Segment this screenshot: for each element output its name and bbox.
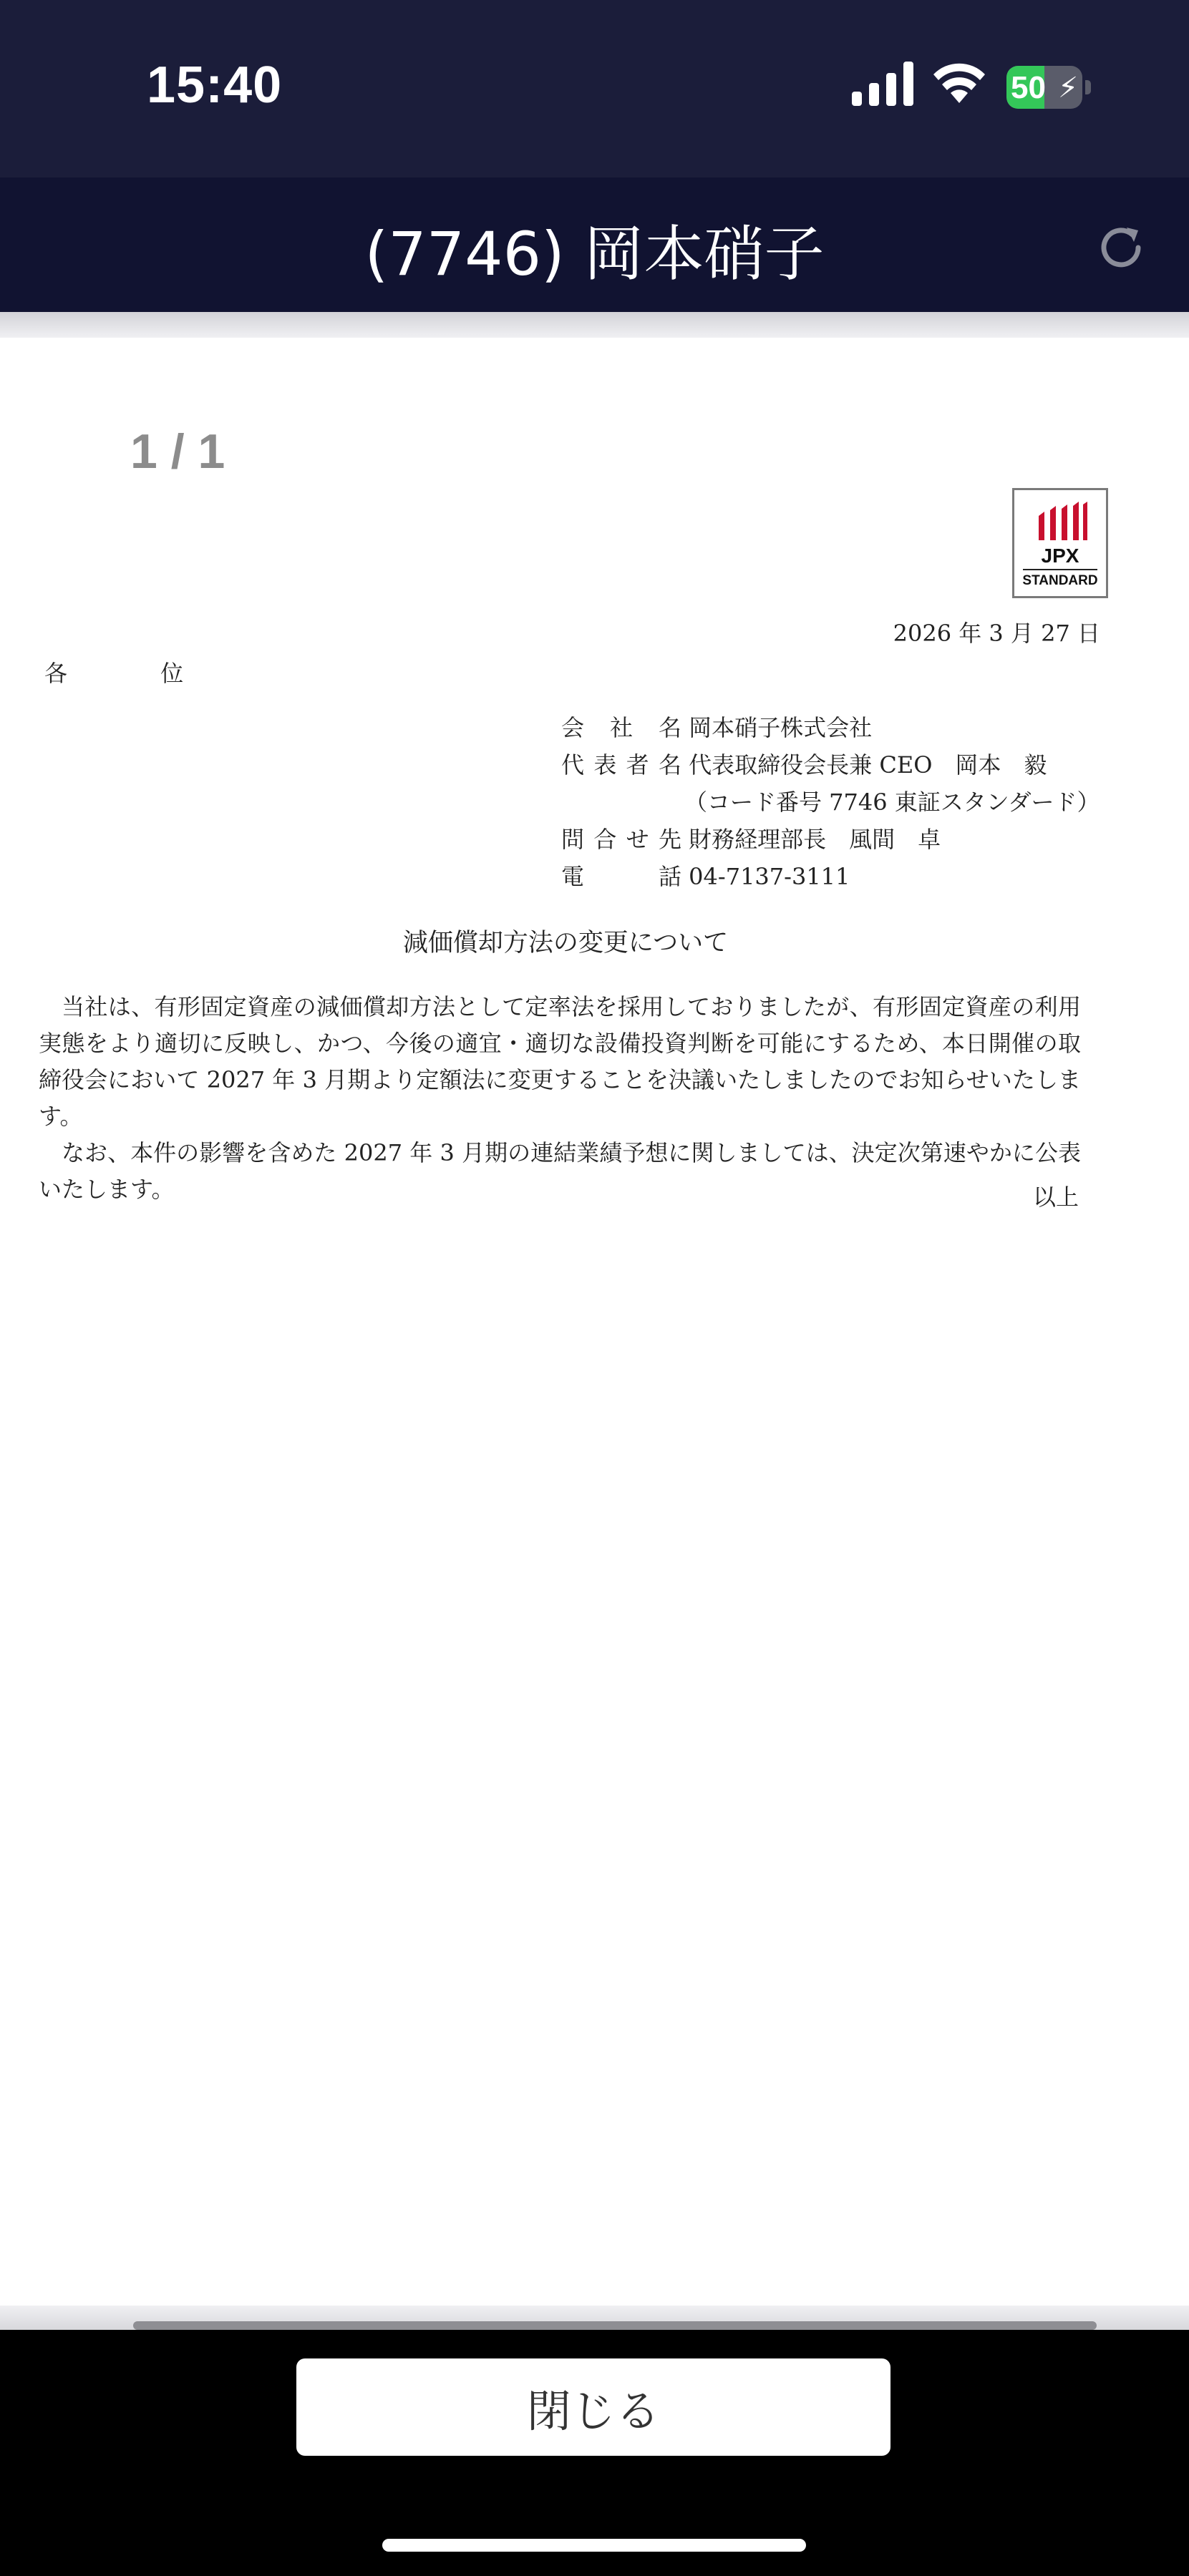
company-label: 会社名 (561, 714, 681, 741)
document-addressee: 各 位 (44, 660, 227, 687)
phone-row (561, 859, 850, 892)
battery-charging-icon (1006, 66, 1089, 109)
battery-level: 50 (1011, 70, 1046, 105)
nav-title: (7746) 岡本硝子 (364, 219, 825, 289)
company-row (561, 710, 872, 743)
body-paragraph-1: 当社は、有形固定資産の減価償却方法として定率法を採用しておりましたが、有形固定資産の利用実態をより適切に反映し、かつ、今後の適宜・適切な設備投資判断を可能にするため、本日開催の取締役会において 2027 年 3 月期より定額法に変更することを決議いたしましたのでお知らせいたします。 (39, 993, 1081, 1130)
refresh-icon[interactable] (1094, 220, 1148, 275)
wifi-icon (931, 60, 988, 106)
contact-label: 問合せ先 (561, 826, 681, 853)
status-time: 15:40 (147, 57, 283, 114)
company-value: 岡本硝子株式会社 (689, 714, 873, 741)
signal-icon (852, 62, 913, 107)
home-indicator[interactable] (382, 2539, 806, 2552)
representative-value: 代表取締役会長兼 CEO 岡本 毅 (689, 751, 1047, 779)
phone-label: 電話 (561, 863, 681, 890)
contact-row (561, 821, 941, 854)
jpx-logo-text: JPX (1041, 545, 1079, 567)
jpx-standard-logo (1012, 488, 1108, 598)
document-date: 2026 年 3 月 27 日 (893, 620, 1100, 647)
bolt-icon: ⚡ (1058, 72, 1079, 104)
horizontal-scrollbar[interactable] (133, 2321, 1097, 2330)
page-indicator: 1 / 1 (130, 424, 225, 479)
document-body (39, 989, 1081, 1208)
body-paragraph-2: なお、本件の影響を含めた 2027 年 3 月期の連結業績予想に関しましては、決定次第速やかに公表いたします。 (39, 1139, 1081, 1203)
phone-value: 04-7137-3111 (689, 863, 850, 890)
bottom-bar (0, 2330, 1189, 2576)
code-line: （コード番号 7746 東証スタンダード） (684, 789, 1100, 816)
jpx-bars-icon (1036, 500, 1089, 540)
document-title: 減価償却方法の変更について (402, 929, 729, 957)
document-page (0, 338, 1189, 2306)
close-button[interactable]: 閉じる (296, 2358, 890, 2456)
nav-bar (0, 177, 1189, 312)
representative-row (561, 747, 1047, 780)
contact-value: 財務経理部長 風間 卓 (689, 826, 941, 853)
representative-label: 代表者名 (561, 751, 681, 779)
status-bar (0, 0, 1189, 177)
document-viewer[interactable] (0, 312, 1189, 2330)
document-closing: 以上 (1032, 1184, 1079, 1211)
jpx-logo-subtitle: STANDARD (1022, 573, 1098, 588)
